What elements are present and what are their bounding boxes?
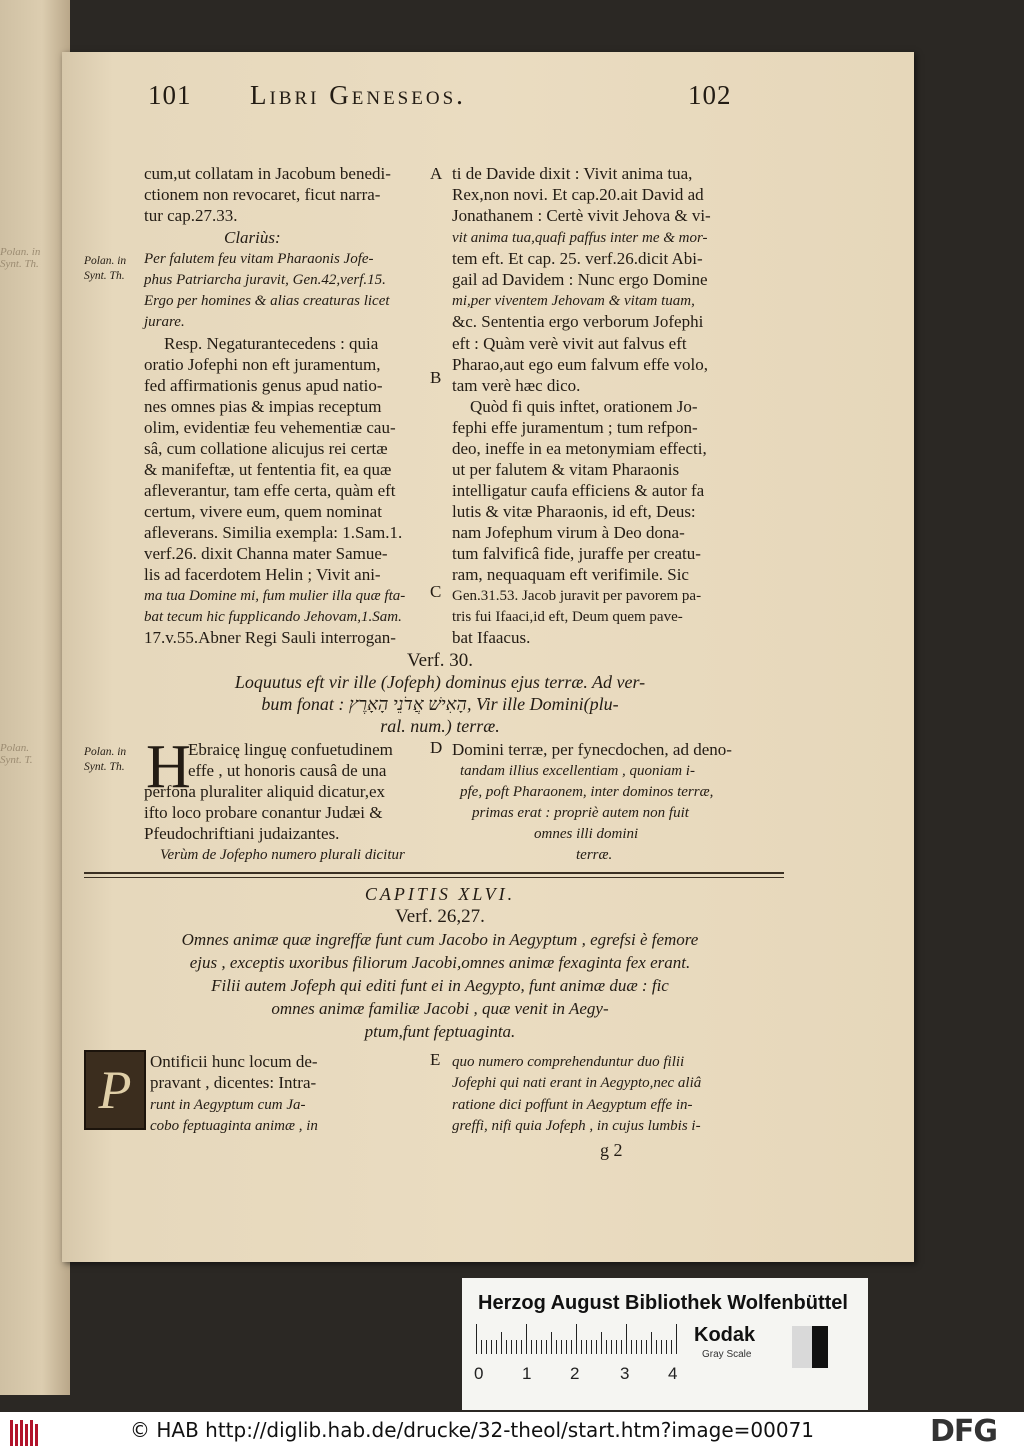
text-line: Rex,non novi. Et cap.20.ait David ad: [452, 185, 704, 204]
ruler-tick: [556, 1340, 557, 1354]
text-line: ctionem non revocaret, ficut narra-: [144, 185, 381, 204]
text-line: tem eft. Et cap. 25. verf.26.dicit Abi-: [452, 249, 703, 268]
text-line: ti de Davide dixit : Vivit anima tua,: [452, 164, 693, 183]
ruler-tick: [491, 1340, 492, 1354]
kodak-logo: Kodak: [694, 1324, 756, 1346]
library-color-target: Herzog August Bibliothek Wolfenbüttel 0 1 2 3 4 Kodak Gray Scale: [462, 1278, 868, 1410]
ruler-tick: [636, 1340, 637, 1354]
verse-text: ptum,funt feptuaginta.: [364, 1022, 516, 1041]
ruler-tick: [621, 1340, 622, 1354]
section-letter-e: E: [430, 1050, 441, 1069]
text-line: tur cap.27.33.: [144, 206, 238, 225]
verse-text: ral. num.) terræ.: [380, 716, 500, 736]
page-number-right: 102: [688, 80, 732, 110]
text-line: oratio Jofephi non eft juramentum,: [144, 355, 381, 374]
text-line: & manifeftæ, ut fententia fit, ea quæ: [144, 460, 392, 479]
text-line: sâ, cum collatione alicujus rei certæ: [144, 439, 388, 458]
page-number-left: 101: [148, 80, 192, 110]
running-title: Libri Geneseos.: [250, 80, 466, 110]
verse-heading: Verf. 26,27.: [395, 906, 485, 927]
signature-mark: g 2: [600, 1140, 623, 1160]
ruler-tick: [656, 1340, 657, 1354]
ruler-tick: [571, 1340, 572, 1354]
verse-text: Omnes animæ quæ ingreffæ funt cum Jacobo in Aegyptum , egrefsi è femore: [181, 930, 699, 949]
text-line: Ebraicę linguę confuetudinem: [188, 740, 393, 759]
text-line: phus Patriarcha juravit, Gen.42,verf.15.: [144, 272, 386, 288]
text-line: fed affirmationis genus apud natio-: [144, 376, 383, 395]
text-line: Verùm de Jofepho numero plurali dicitur: [160, 847, 405, 863]
text-line: omnes illi domini: [534, 826, 639, 842]
dfg-logo: DFG: [930, 1414, 998, 1449]
text-line: runt in Aegyptum cum Ja-: [150, 1097, 306, 1113]
text-line: 17.v.55.Abner Regi Sauli interrogan-: [144, 628, 396, 647]
ruler-tick: [506, 1340, 507, 1354]
text-line: ifto loco probare conantur Judæi &: [144, 803, 383, 822]
text-line: Pharao,aut ego eum falvum effe volo,: [452, 355, 709, 374]
ruler-tick: [601, 1332, 602, 1354]
section-letter-c: C: [430, 582, 442, 601]
text-line: cum,ut collatam in Jacobum benedi-: [144, 164, 391, 183]
verse-text: bum fonat : הָאִישׁ אֲדֹנֵי הָאָרֶץ, Vir ille Domini(plu-: [261, 694, 619, 714]
text-line: cobo feptuaginta animæ , in: [150, 1118, 318, 1134]
ruler-tick: [496, 1340, 497, 1354]
ruler-tick: [581, 1340, 582, 1354]
hab-logo-icon: [8, 1416, 42, 1448]
text-line: quo numero comprehenduntur duo filii: [452, 1054, 685, 1070]
ruler-tick: [661, 1340, 662, 1354]
ruler-tick: [616, 1340, 617, 1354]
ruler-tick: [611, 1340, 612, 1354]
text-line: nam Jofephum virum à Deo dona-: [452, 523, 685, 542]
text-line: primas erat : propriè autem non fuit: [472, 805, 689, 821]
text-line: ut per falutem & vitam Pharaonis: [452, 460, 680, 479]
text-line: lutis & vitæ Pharaonis, id eft, Deus:: [452, 502, 696, 521]
verse-text: omnes animæ familiæ Jacobi , quæ venit in Aegy-: [271, 999, 609, 1018]
ruler-tick: [606, 1340, 607, 1354]
text-line: gail ad Davidem : Nunc ergo Domine: [452, 270, 708, 289]
text-line: nes omnes pias & impias receptum: [144, 397, 382, 416]
text-line: ma tua Domine mi, fum mulier illa quæ fta-: [144, 588, 406, 604]
chapter-title: CAPITIS XLVI.: [364, 884, 516, 904]
text-line: eft : Quàm verè vivit aut falvus eft: [452, 334, 687, 353]
section-rule: [84, 872, 784, 878]
ruler-tick: [631, 1340, 632, 1354]
text-line: ram, nequaquam eft verifimile. Sic: [452, 565, 689, 584]
kodak-subtitle: Gray Scale: [702, 1349, 752, 1360]
ruler-tick: [536, 1340, 537, 1354]
margin-note: Polan. in Synt. Th.: [84, 255, 127, 282]
verse-text: ejus , exceptis uxoribus filiorum Jacobi,omnes animæ fexaginta fex erant.: [189, 953, 691, 972]
text-line: tum falvificâ fide, juraffe per creatu-: [452, 544, 701, 563]
text-line: bat tecum hic fupplicando Jehovam,1.Sam.: [144, 609, 402, 625]
scale-ruler: [476, 1324, 686, 1354]
text-line: Ergo per homines & alias creaturas licet: [144, 293, 390, 309]
text-line: tris fui Ifaaci,id eft, Deum quem pave-: [452, 609, 683, 625]
viewer-footer: [0, 1412, 1024, 1454]
ruler-tick: [486, 1340, 487, 1354]
text-line: greffi, nifi quia Jofeph , in cujus lumbis i-: [452, 1118, 701, 1134]
text-line: Jofephi qui nati erant in Aegypto,nec aliâ: [452, 1075, 702, 1091]
text-line: jurare.: [144, 314, 185, 330]
ruler-tick: [526, 1324, 527, 1354]
ruler-tick: [566, 1340, 567, 1354]
ruler-tick: [521, 1340, 522, 1354]
text-line: Per falutem feu vitam Pharaonis Jofe-: [144, 251, 374, 267]
copyright-url[interactable]: © HAB http://diglib.hab.de/drucke/32-theol/start.htm?image=00071: [130, 1418, 815, 1442]
ruler-tick: [561, 1340, 562, 1354]
ruler-tick: [546, 1340, 547, 1354]
drop-cap: H: [146, 733, 191, 801]
text-line: pravant , dicentes: Intra-: [150, 1073, 317, 1092]
text-line: afleverantur, tam effe certa, quàm eft: [144, 481, 396, 500]
text-line: fephi effe juramentum ; tum refpon-: [452, 418, 698, 437]
text-line: bat Ifaacus.: [452, 628, 531, 647]
text-line: intelligatur caufa efficiens & autor fa: [452, 481, 705, 500]
ruler-tick: [671, 1340, 672, 1354]
ruler-tick: [666, 1340, 667, 1354]
text-line: ratione dici poffunt in Aegyptum effe in-: [452, 1097, 693, 1113]
text-line: tam verè hæc dico.: [452, 376, 581, 395]
ruler-tick: [586, 1340, 587, 1354]
ruler-tick: [501, 1332, 502, 1354]
ruler-tick: [576, 1324, 577, 1354]
text-line: vit anima tua,quafi paffus inter me & mor-: [452, 230, 708, 246]
text-line: perfona pluraliter aliquid dicatur,ex: [144, 782, 385, 801]
woodcut-initial: P: [84, 1050, 146, 1130]
text-line: Jonathanem : Certè vivit Jehova & vi-: [452, 206, 711, 225]
text-line: lis ad facerdotem Helin ; Vivit ani-: [144, 565, 381, 584]
ruler-tick: [641, 1340, 642, 1354]
facing-page-edge: [0, 0, 70, 1395]
text-line: olim, evidentiæ feu vehementiæ cau-: [144, 418, 396, 437]
text-line: Clariùs:: [224, 228, 281, 247]
text-line: certum, vivere eum, quem nominat: [144, 502, 382, 521]
ruler-tick: [476, 1324, 477, 1354]
text-line: Domini terræ, per fynecdochen, ad deno-: [452, 740, 732, 759]
verse-heading: Verf. 30.: [407, 650, 473, 671]
ruler-tick: [541, 1340, 542, 1354]
text-line: Ontificii hunc locum de-: [150, 1052, 318, 1071]
ghost-text: Polan. in Synt. Th.: [0, 246, 41, 270]
ghost-text: Polan. Synt. T.: [0, 742, 33, 766]
ruler-tick: [511, 1340, 512, 1354]
ruler-tick: [596, 1340, 597, 1354]
ruler-tick: [516, 1340, 517, 1354]
text-line: terræ.: [576, 847, 613, 863]
text-line: &c. Sententia ergo verborum Jofephi: [452, 312, 704, 331]
text-line: Quòd fi quis inftet, orationem Jo-: [470, 397, 698, 416]
black-swatch: [812, 1326, 828, 1368]
margin-note: Polan. in Synt. Th.: [84, 746, 127, 773]
text-line: Pfeudochriftiani judaizantes.: [144, 824, 340, 843]
ruler-tick: [676, 1324, 677, 1354]
gray-swatch: [792, 1326, 812, 1368]
ruler-tick: [626, 1324, 627, 1354]
ruler-tick: [481, 1340, 482, 1354]
text-line: Gen.31.53. Jacob juravit per pavorem pa-: [452, 588, 702, 604]
ruler-tick: [591, 1340, 592, 1354]
text-line: tandam illius excellentiam , quoniam i-: [460, 763, 695, 779]
ruler-tick: [646, 1340, 647, 1354]
text-line: deo, ineffe in ea metonymiam effecti,: [452, 439, 707, 458]
ruler-tick: [651, 1332, 652, 1354]
verse-text: Filii autem Jofeph qui editi funt ei in Aegypto, funt animæ duæ : fic: [211, 976, 669, 995]
text-line: afleverans. Similia exempla: 1.Sam.1.: [144, 523, 403, 542]
text-line: verf.26. dixit Channa mater Samue-: [144, 544, 388, 563]
text-line: mi,per viventem Jehovam & vitam tuam,: [452, 293, 695, 309]
section-letter-b: B: [430, 368, 442, 387]
ruler-tick: [531, 1340, 532, 1354]
ruler-tick: [551, 1332, 552, 1354]
verse-text: Loquutus eft vir ille (Jofeph) dominus ejus terræ. Ad ver-: [234, 672, 646, 692]
text-line: effe , ut honoris causâ de una: [188, 761, 387, 780]
section-letter-d: D: [430, 738, 443, 757]
text-line: Resp. Negaturantecedens : quia: [164, 334, 379, 353]
section-letter-a: A: [430, 164, 443, 183]
library-name: Herzog August Bibliothek Wolfenbüttel: [478, 1292, 848, 1314]
text-line: pfe, poft Pharaonem, inter dominos terræ,: [460, 784, 714, 800]
